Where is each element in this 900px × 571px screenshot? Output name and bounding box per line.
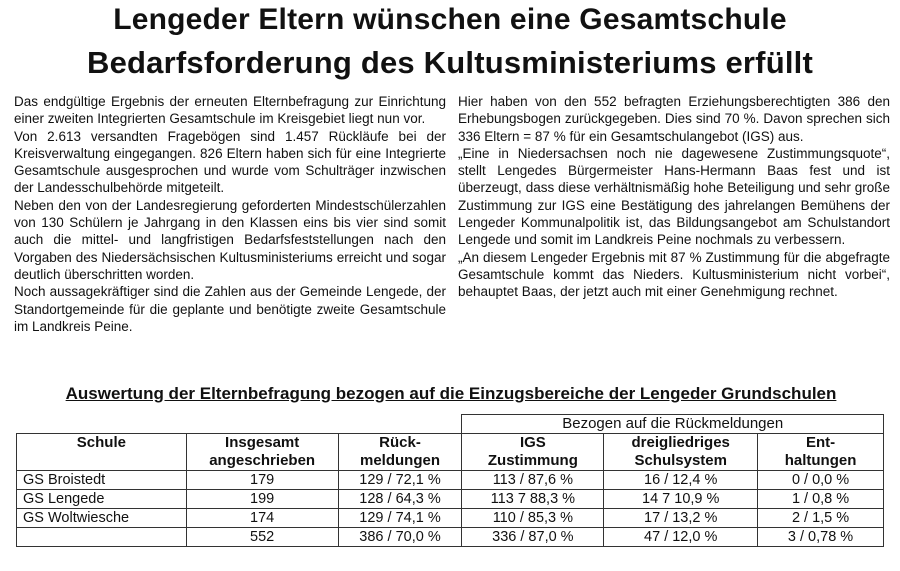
cell-rueckmeldungen: 129 / 74,1 % — [338, 509, 462, 528]
cell-angeschrieben: 174 — [186, 509, 338, 528]
header-dreigliedrig: dreigliedriges Schulsystem — [604, 434, 758, 471]
cell-rueckmeldungen: 386 / 70,0 % — [338, 528, 462, 547]
table-row — [17, 490, 884, 509]
cell-igs: 113 7 88,3 % — [462, 490, 604, 509]
cell-angeschrieben: 552 — [186, 528, 338, 547]
left-text-column — [14, 93, 446, 335]
cell-enthaltungen: 0 / 0,0 % — [758, 471, 884, 490]
cell-dreigliedrig: 14 7 10,9 % — [604, 490, 758, 509]
header-enthaltungen: Ent- haltungen — [758, 434, 884, 471]
cell-enthaltungen: 2 / 1,5 % — [758, 509, 884, 528]
cell-igs: 336 / 87,0 % — [462, 528, 604, 547]
table-row — [17, 509, 884, 528]
cell-schule — [17, 528, 187, 547]
cell-dreigliedrig: 47 / 12,0 % — [604, 528, 758, 547]
group-header: Bezogen auf die Rückmeldungen — [462, 415, 884, 434]
cell-angeschrieben: 199 — [186, 490, 338, 509]
table-row — [17, 471, 884, 490]
table-group-header-row — [17, 415, 884, 434]
header-schule: Schule — [17, 434, 187, 471]
cell-angeschrieben: 179 — [186, 471, 338, 490]
paragraph: Neben den von der Landesregierung geforderten Mindestschülerzahlen von 130 Schülern je Jahrgang in den Klassen eins bis vier sind somit auch die mittel- und langfristigen Bedarfsfeststellungen nach den Vorgaben des Niedersächsischen Kultusministeriums erreicht und sogar deutlich überschritten worden. — [14, 197, 446, 282]
table-title: Auswertung der Elternbefragung bezogen auf die Einzugsbereiche der Lengeder Grundschulen — [65, 384, 837, 403]
cell-schule: GS Woltwiesche — [17, 509, 187, 528]
cell-rueckmeldungen: 129 / 72,1 % — [338, 471, 462, 490]
survey-table — [16, 414, 884, 547]
paragraph: „Eine in Niedersachsen noch nie dagewesene Zustimmungsquote“, stellt Lengedes Bürgermeister Hans-Hermann Baas fest und ist überzeugt, dass diese verhältnismäßig hohe Beteiligung und sehr große Zustimmung zur IGS eine Bestätigung des jahrelangen Bemühens der Lengeder Kommunalpolitik ist, das Bildungsangebot am Schulstandort Lengede und somit im Landkreis Peine nochmals zu verbessern. — [458, 145, 890, 248]
paragraph: Das endgültige Ergebnis der erneuten Elternbefragung zur Einrichtung einer zweiten Integrierten Gesamtschule im Kreisgebiet liegt nun vor. — [14, 94, 446, 127]
paragraph: Noch aussagekräftiger sind die Zahlen aus der Gemeinde Lengede, der Standortgemeinde für die geplante und benötigte zweite Gesamtschule im Landkreis Peine. — [14, 284, 446, 334]
paragraph: „An diesem Lengeder Ergebnis mit 87 % Zustimmung für die abgefragte Gesamtschule kommt das Nieders. Kultusministerium nicht vorbei“, behauptet Baas, der jetzt auch mit einer Genehmigung rechnet. — [458, 249, 890, 300]
header-igs: IGS Zustimmung — [462, 434, 604, 471]
empty-cell — [17, 415, 462, 434]
headline-line-1: Lengeder Eltern wünschen eine Gesamtschule — [113, 3, 787, 36]
paragraph: Hier haben von den 552 befragten Erziehungsberechtigten 386 den Erhebungsbogen zurückgegeben. Dies sind 70 %. Davon sprechen sich 336 Eltern = 87 % für ein Gesamtschulangebot (IGS) aus. — [458, 94, 890, 144]
headline-line-2: Bedarfsforderung des Kultusministeriums erfüllt — [87, 45, 813, 80]
table-header-row — [17, 434, 884, 471]
cell-enthaltungen: 1 / 0,8 % — [758, 490, 884, 509]
table-total-row — [17, 528, 884, 547]
cell-dreigliedrig: 17 / 13,2 % — [604, 509, 758, 528]
cell-schule: GS Broistedt — [17, 471, 187, 490]
cell-schule: GS Lengede — [17, 490, 187, 509]
cell-igs: 113 / 87,6 % — [462, 471, 604, 490]
cell-rueckmeldungen: 128 / 64,3 % — [338, 490, 462, 509]
header-rueckmeldungen: Rück- meldungen — [338, 434, 462, 471]
header-insgesamt: Insgesamt angeschrieben — [186, 434, 338, 471]
cell-enthaltungen: 3 / 0,78 % — [758, 528, 884, 547]
paragraph: Von 2.613 versandten Fragebögen sind 1.457 Rückläufe bei der Kreisverwaltung eingegangen. 826 Eltern haben sich für eine Integrierte Gesamtschule ausgesprochen und wurde vom Schulträger inzwischen der Landesschulbehörde mitgeteilt. — [14, 128, 446, 196]
right-text-column — [458, 93, 890, 301]
cell-igs: 110 / 85,3 % — [462, 509, 604, 528]
cell-dreigliedrig: 16 / 12,4 % — [604, 471, 758, 490]
